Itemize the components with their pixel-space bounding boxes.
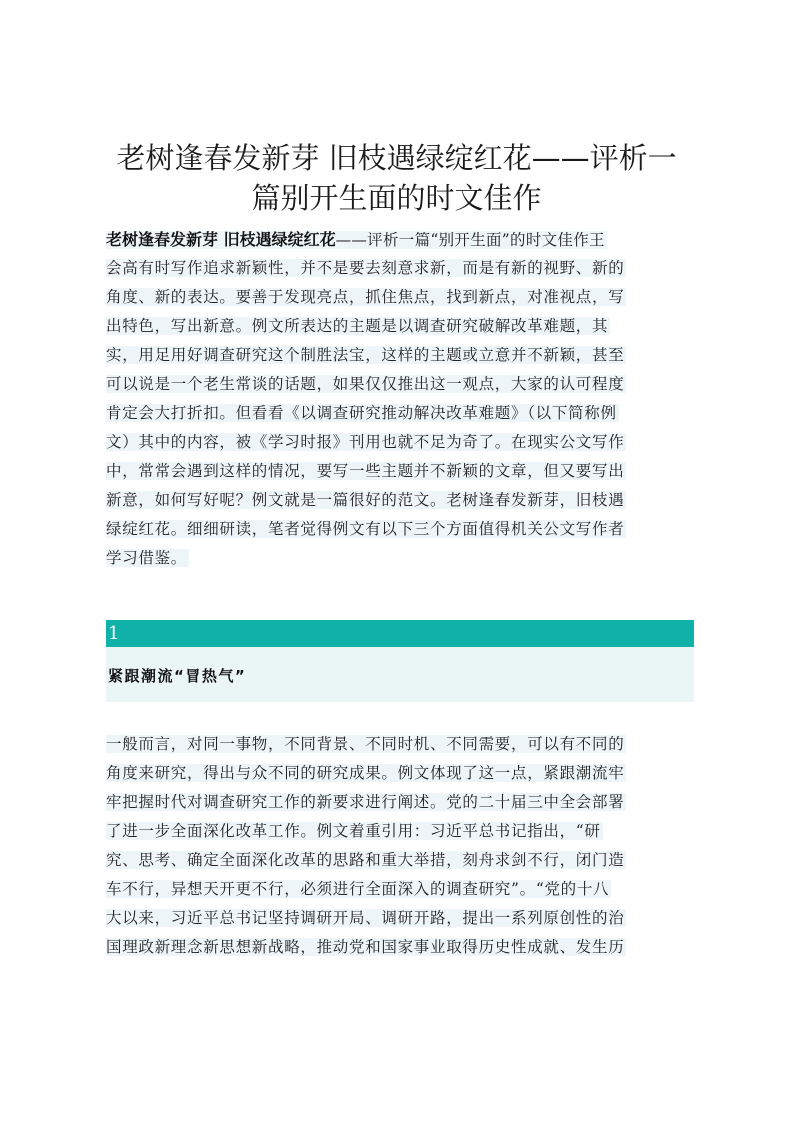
intro-line: 可以说是一个老生常谈的话题，如果仅仅推出这一观点，大家的认可程度 (106, 375, 625, 393)
intro-line: 会高有时写作追求新颖性，并不是要去刻意求新，而是有新的视野、新的 (106, 259, 625, 277)
body-paragraph (106, 730, 694, 962)
body-line: 究、思考、确定全面深化改革的思路和重大举措，刻舟求剑不行，闭门造 (106, 851, 625, 869)
intro-paragraph (106, 225, 694, 573)
intro-line: 新意，如何写好呢？例文就是一篇很好的范文。老树逢春发新芽，旧枝遇 (106, 491, 625, 509)
title-line-1: 老树逢春发新芽 旧枝遇绿绽红花——评析一 (116, 141, 677, 175)
body-line: 牢把握时代对调查研究工作的新要求进行阐述。党的二十届三中全会部署 (106, 793, 625, 811)
intro-line: 出特色，写出新意。例文所表达的主题是以调查研究破解改革难题，其 (106, 317, 609, 335)
intro-first-rest: ——评析一篇“别开生面”的时文佳作王 (335, 231, 605, 249)
body-line: 大以来，习近平总书记坚持调研开局、调研开路，提出一系列原创性的治 (106, 909, 625, 927)
title-line-2: 篇别开生面的时文佳作 (251, 181, 542, 215)
intro-line: 中，常常会遇到这样的情况，要写一些主题并不新颖的文章，但又要写出 (106, 462, 625, 480)
body-line: 了进一步全面深化改革工作。例文着重引用：习近平总书记指出，“研 (106, 822, 601, 840)
intro-line: 绿绽红花。细细研读，笔者觉得例文有以下三个方面值得机关公文写作者 (106, 520, 625, 538)
body-line: 国理政新理念新思想新战略，推动党和国家事业取得历史性成就、发生历 (106, 938, 625, 956)
intro-line-1 (106, 225, 694, 254)
document-title (100, 138, 693, 218)
section-subtitle-box (106, 647, 694, 702)
section-subtitle: 紧跟潮流“冒热气” (108, 667, 247, 685)
section-number: 1 (108, 623, 120, 644)
intro-line: 角度、新的表达。要善于发现亮点，抓住焦点，找到新点，对准视点，写 (106, 288, 625, 306)
body-line: 一般而言，对同一事物，不同背景、不同时机、不同需要，可以有不同的 (106, 735, 625, 753)
section-number-bar (106, 620, 694, 647)
intro-line: 肯定会大打折扣。但看看《以调查研究推动解决改革难题》（以下简称例 (106, 404, 617, 422)
intro-line: 实，用足用好调查研究这个制胜法宝，这样的主题或立意并不新颖，甚至 (106, 346, 625, 364)
intro-line: 文）其中的内容，被《学习时报》刊用也就不足为奇了。在现实公文写作 (106, 433, 625, 451)
body-line: 角度来研究，得出与众不同的研究成果。例文体现了这一点，紧跟潮流牢 (106, 764, 625, 782)
intro-line: 学习借鉴。 (106, 549, 188, 567)
body-line: 车不行，异想天开更不行，必须进行全面深入的调查研究”。“党的十八 (106, 880, 610, 898)
inline-bold-title: 老树逢春发新芽 旧枝遇绿绽红花 (106, 230, 336, 249)
